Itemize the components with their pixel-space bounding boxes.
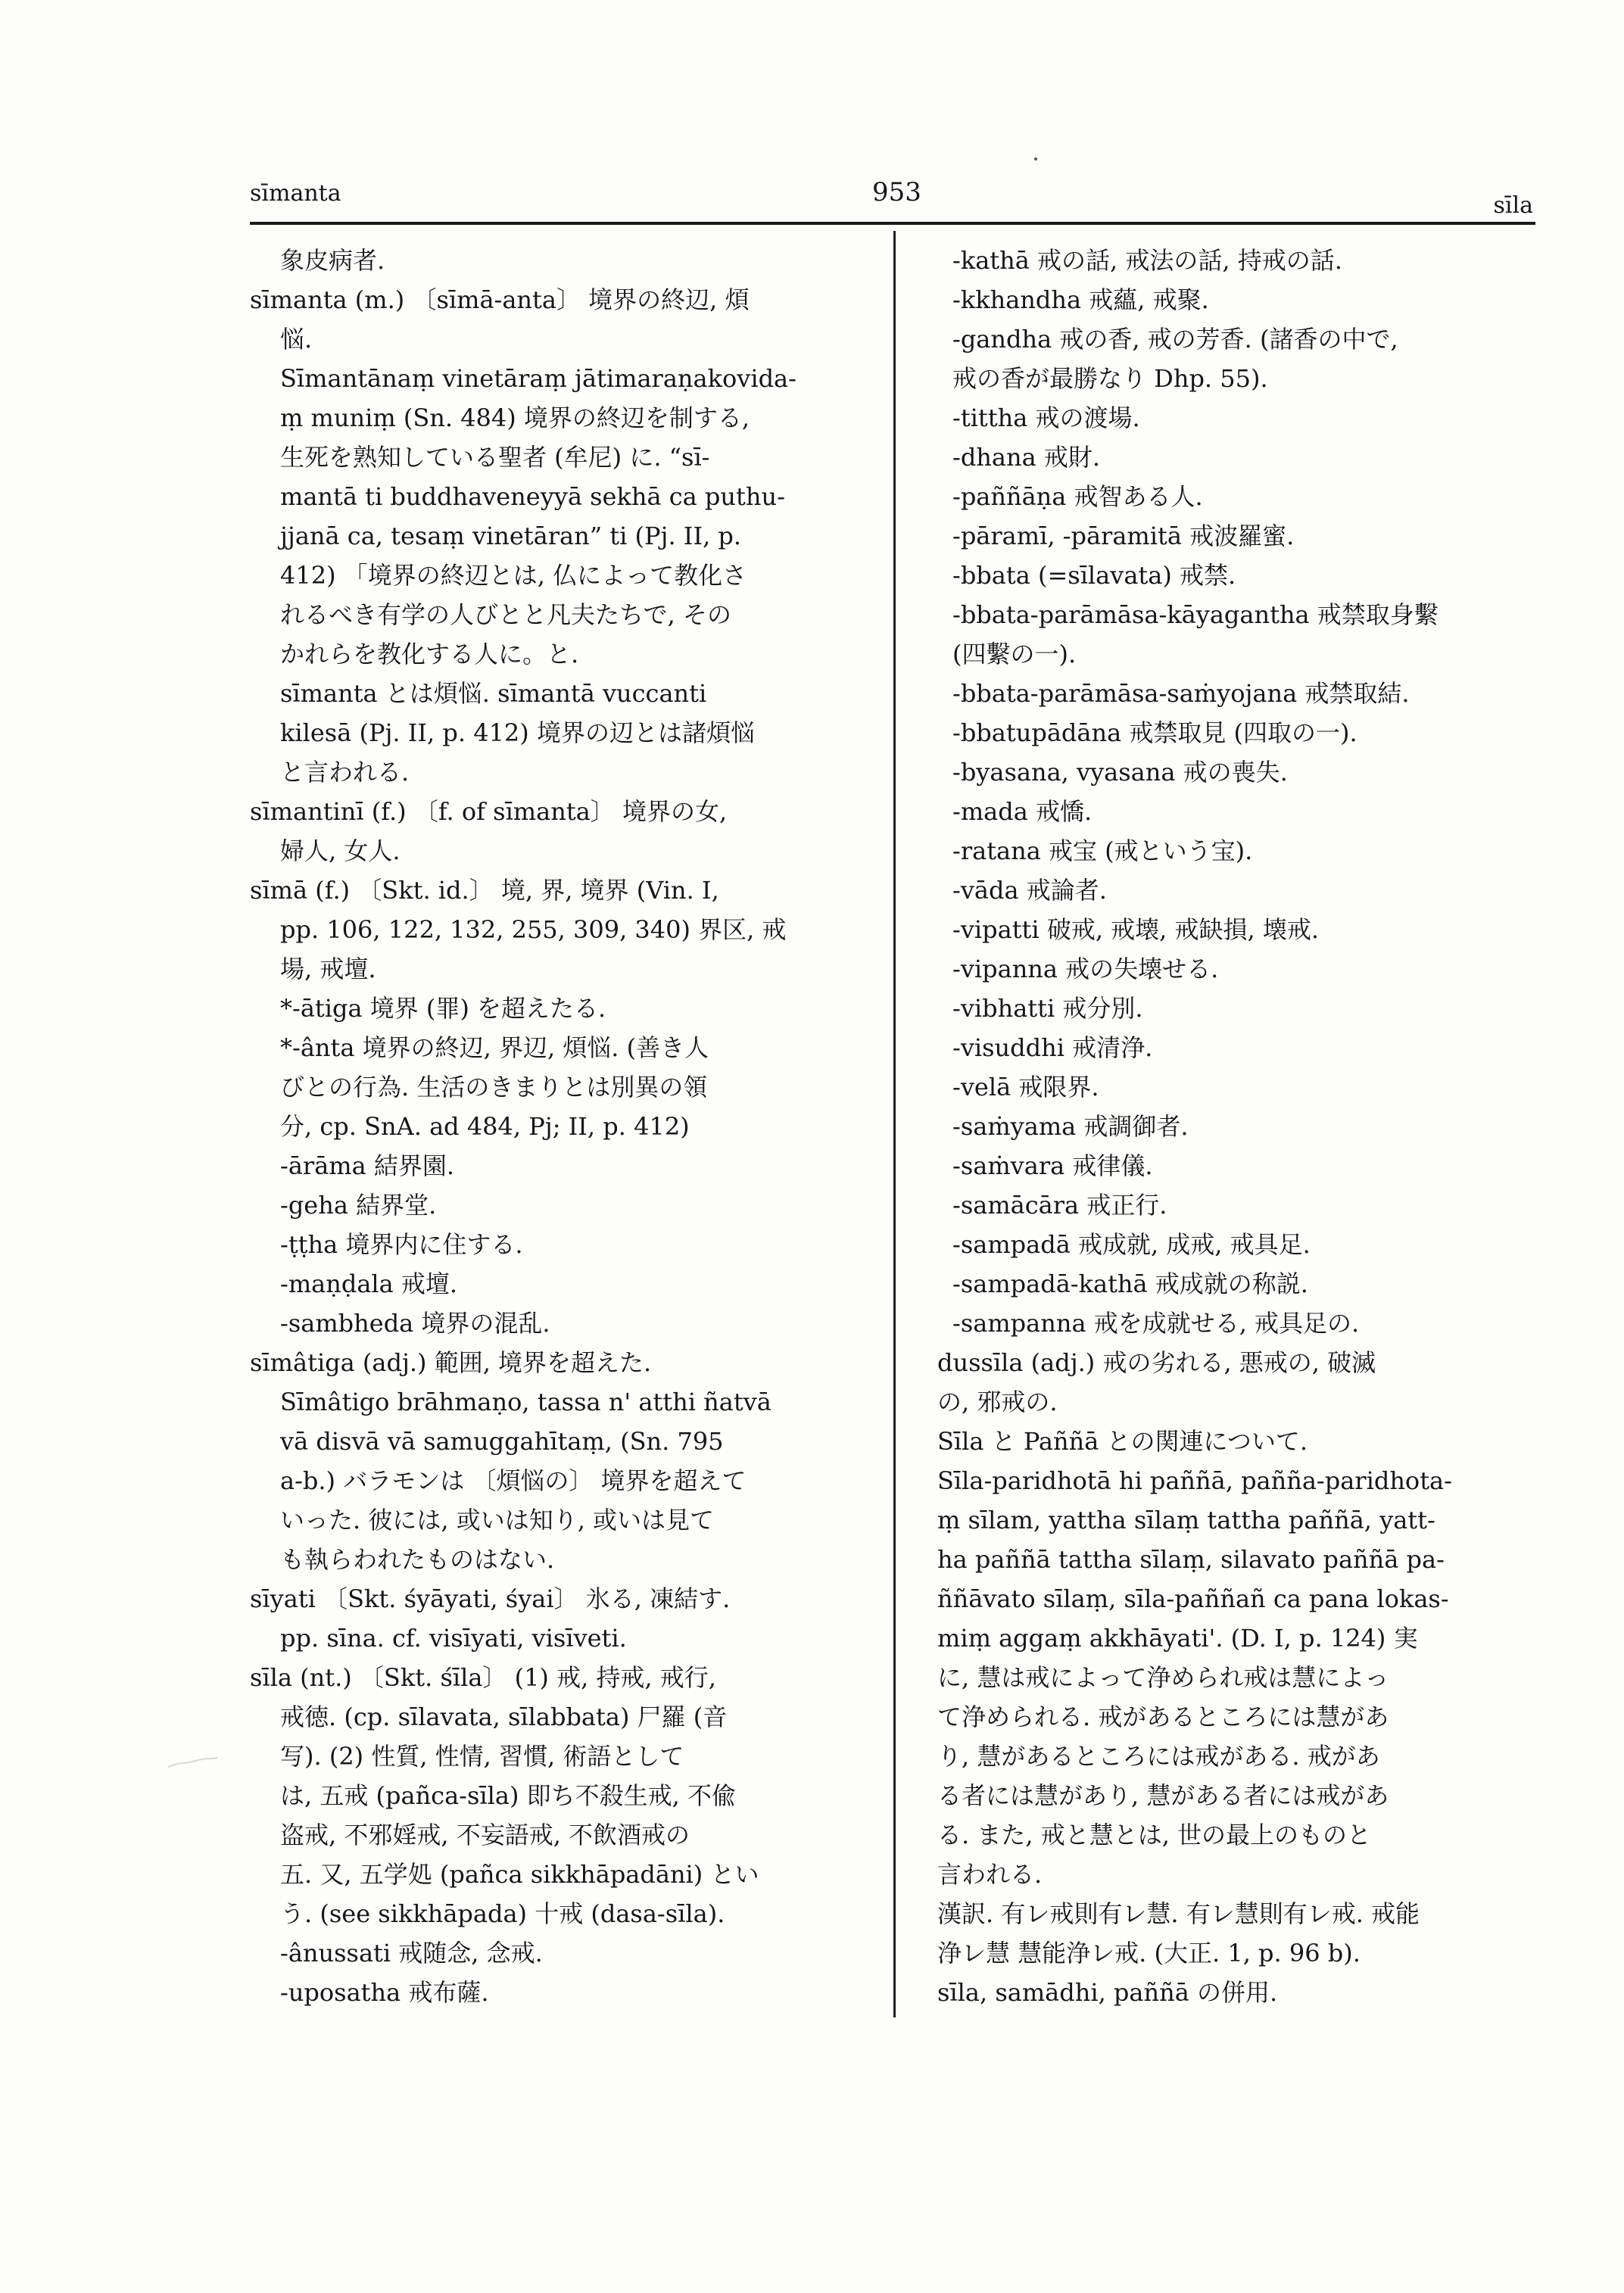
right-column-line: Sīla-paridhotā hi paññā, pañña-paridhota-: [937, 1466, 1452, 1495]
left-column-line: 盗戒, 不邪婬戒, 不妄語戒, 不飲酒戒の: [280, 1821, 690, 1849]
right-column-line: の, 邪戒の.: [937, 1388, 1058, 1416]
left-column-line: も執らわれたものはない.: [280, 1545, 555, 1574]
right-column-line: -tittha 戒の渡場.: [952, 403, 1140, 432]
right-column-line: -dhana 戒財.: [952, 443, 1101, 472]
left-column-line: かれらを教化する人に。と.: [280, 640, 579, 668]
right-column-line: る者には慧があり, 慧がある者には戒があ: [937, 1781, 1389, 1810]
left-column-line: と言われる.: [280, 758, 410, 787]
right-column-line: (四繫の一).: [952, 640, 1077, 668]
right-column-line: -bbatupādāna 戒禁取見 (四取の一).: [952, 718, 1357, 747]
right-column-line: -sampadā 戒成就, 成戒, 戒具足.: [952, 1230, 1311, 1259]
right-column-line: ha paññā tattha sīlaṃ, silavato paññā pa-: [937, 1545, 1445, 1574]
right-column-line: -bbata (=sīlavata) 戒禁.: [952, 561, 1236, 590]
left-column-line: mantā ti buddhaveneyyā sekhā ca puthu-: [280, 482, 785, 511]
right-column-line: -gandha 戒の香, 戒の芳香. (諸香の中で,: [952, 325, 1398, 354]
right-column-line: -kathā 戒の話, 戒法の話, 持戒の話.: [952, 246, 1342, 275]
running-head-left: sīmanta: [250, 180, 341, 207]
right-column-line: dussīla (adj.) 戒の劣れる, 悪戒の, 破滅: [937, 1348, 1376, 1377]
left-column-line: -geha 結界堂.: [280, 1191, 437, 1220]
right-column-line: -vipanna 戒の失壊せる.: [952, 955, 1219, 983]
left-column-line: う. (see sikkhāpada) 十戒 (dasa-sīla).: [280, 1899, 725, 1928]
left-column-line: 分, cp. SnA. ad 484, Pj; II, p. 412): [280, 1112, 690, 1141]
left-column-line: 生死を熟知している聖者 (牟尼) に. “sī-: [280, 443, 710, 472]
right-column-line: -bbata-parāmāsa-saṁyojana 戒禁取結.: [952, 679, 1410, 708]
left-column-line: Sīmantānaṃ vinetāraṃ jātimaraṇakovida-: [280, 364, 796, 393]
left-column-line: -ânussati 戒随念, 念戒.: [280, 1939, 543, 1967]
left-column-line: 写). (2) 性質, 性情, 習慣, 術語として: [280, 1742, 684, 1771]
running-head-right: sīla: [1493, 192, 1533, 219]
left-column-line: sīyati 〔Skt. śyāyati, śyai〕 氷る, 凍結す.: [250, 1584, 731, 1613]
right-column-line: miṃ aggaṃ akkhāyati'. (D. I, p. 124) 実: [937, 1624, 1418, 1653]
left-column-line: 場, 戒壇.: [280, 955, 376, 983]
right-column-line: -samācāra 戒正行.: [952, 1191, 1167, 1220]
right-column-line: ññāvato sīlaṃ, sīla-paññañ ca pana lokas-: [937, 1584, 1449, 1613]
right-column-line: Sīla と Paññā との関連について.: [937, 1427, 1308, 1456]
left-column-line: -uposatha 戒布薩.: [280, 1978, 489, 2007]
left-column-line: は, 五戒 (pañca-sīla) 即ち不殺生戒, 不偸: [280, 1781, 736, 1810]
right-column-line: -visuddhi 戒清浄.: [952, 1033, 1153, 1062]
left-column-line: 象皮病者.: [280, 246, 385, 275]
right-column-line: -sampanna 戒を成就せる, 戒具足の.: [952, 1309, 1360, 1338]
right-column-line: -velā 戒限界.: [952, 1073, 1099, 1101]
right-column: [937, 241, 1535, 2012]
right-column-line: る. また, 戒と慧とは, 世の最上のものと: [937, 1821, 1372, 1849]
right-column-line: -mada 戒憍.: [952, 797, 1093, 826]
page-header: [250, 177, 1533, 226]
right-column-line: -pāramī, -pāramitā 戒波羅蜜.: [952, 522, 1295, 550]
header-rule: [250, 222, 1535, 225]
left-column-line: vā disvā vā samuggahītaṃ, (Sn. 795: [280, 1427, 724, 1456]
left-column: [250, 241, 882, 2012]
left-column-line: sīla (nt.) 〔Skt. śīla〕 (1) 戒, 持戒, 戒行,: [250, 1663, 716, 1692]
left-column-line: *-ātiga 境界 (罪) を超えたる.: [280, 994, 606, 1023]
column-divider: [893, 231, 896, 2017]
left-column-line: Sīmâtigo brāhmaṇo, tassa n' atthi ñatvā: [280, 1388, 771, 1416]
left-column-line: sīmanta とは煩悩. sīmantā vuccanti: [280, 679, 707, 708]
left-column-line: れるべき有学の人びとと凡夫たちで, その: [280, 600, 732, 629]
left-column-line: pp. sīna. cf. visīyati, visīveti.: [280, 1624, 627, 1653]
right-column-line: -vipatti 破戒, 戒壊, 戒缺損, 壊戒.: [952, 915, 1320, 944]
left-column-line: 412) 「境界の終辺とは, 仏によって教化さ: [280, 561, 747, 590]
right-column-line: -bbata-parāmāsa-kāyagantha 戒禁取身繫: [952, 600, 1439, 629]
left-column-line: 悩.: [280, 325, 313, 354]
left-column-line: pp. 106, 122, 132, 255, 309, 340) 界区, 戒: [280, 915, 787, 944]
right-column-line: 戒の香が最勝なり Dhp. 55).: [952, 364, 1268, 393]
right-column-line: -saṁyama 戒調御者.: [952, 1112, 1189, 1141]
right-column-line: 漢訳. 有レ戒則有レ慧. 有レ慧則有レ戒. 戒能: [937, 1899, 1420, 1928]
left-column-line: sīmā (f.) 〔Skt. id.〕 境, 界, 境界 (Vin. I,: [250, 876, 719, 905]
left-column-line: -maṇḍala 戒壇.: [280, 1270, 458, 1298]
page-number: 953: [872, 177, 921, 207]
left-column-line: jjanā ca, tesaṃ vinetāran” ti (Pj. II, p.: [280, 522, 742, 550]
right-column-line: -paññāṇa 戒智ある人.: [952, 482, 1203, 511]
right-column-line: -vāda 戒論者.: [952, 876, 1107, 905]
left-column-line: -ārāma 結界園.: [280, 1151, 455, 1180]
left-column-line: 五. 又, 五学処 (pañca sikkhāpadāni) とい: [280, 1860, 759, 1889]
left-column-line: *-ânta 境界の終辺, 界辺, 煩悩. (善き人: [280, 1033, 709, 1062]
print-speck: [1034, 157, 1037, 160]
left-column-line: -sambheda 境界の混乱.: [280, 1309, 550, 1338]
right-column-line: -vibhatti 戒分別.: [952, 994, 1143, 1023]
right-column-line: -ratana 戒宝 (戒という宝).: [952, 837, 1253, 865]
right-column-line: 浄レ慧 慧能浄レ戒. (大正. 1, p. 96 b).: [937, 1939, 1361, 1967]
left-column-line: -ṭṭha 境界内に住する.: [280, 1230, 523, 1259]
left-column-line: sīmâtiga (adj.) 範囲, 境界を超えた.: [250, 1348, 652, 1377]
right-column-line: て浄められる. 戒があるところには慧があ: [937, 1703, 1389, 1731]
left-column-line: いった. 彼には, 或いは知り, 或いは見て: [280, 1506, 715, 1534]
right-column-line: -byasana, vyasana 戒の喪失.: [952, 758, 1288, 787]
right-column-line: -kkhandha 戒蘊, 戒聚.: [952, 285, 1209, 314]
margin-smudge: [167, 1756, 220, 1770]
right-column-line: 言われる.: [937, 1860, 1043, 1889]
right-column-line: -sampadā-kathā 戒成就の称説.: [952, 1270, 1308, 1298]
right-column-line: sīla, samādhi, paññā の併用.: [937, 1978, 1278, 2007]
left-column-line: 婦人, 女人.: [280, 837, 401, 865]
right-column-line: に, 慧は戒によって浄められ戒は慧によっ: [937, 1663, 1389, 1692]
right-column-line: ṃ sīlam, yattha sīlaṃ tattha paññā, yatt-: [937, 1506, 1435, 1534]
left-column-line: sīmanta (m.) 〔sīmā-anta〕 境界の終辺, 煩: [250, 285, 750, 314]
left-column-line: kilesā (Pj. II, p. 412) 境界の辺とは諸煩悩: [280, 718, 755, 747]
right-column-line: -saṁvara 戒律儀.: [952, 1151, 1153, 1180]
left-column-line: a-b.) バラモンは 〔煩悩の〕 境界を超えて: [280, 1466, 747, 1495]
left-column-line: ṃ muniṃ (Sn. 484) 境界の終辺を制する,: [280, 403, 750, 432]
left-column-line: sīmantinī (f.) 〔f. of sīmanta〕 境界の女,: [250, 797, 728, 826]
left-column-line: びとの行為. 生活のきまりとは別異の領: [280, 1073, 708, 1101]
right-column-line: り, 慧があるところには戒がある. 戒があ: [937, 1742, 1380, 1771]
left-column-line: 戒徳. (cp. sīlavata, sīlabbata) 尸羅 (音: [280, 1703, 728, 1731]
